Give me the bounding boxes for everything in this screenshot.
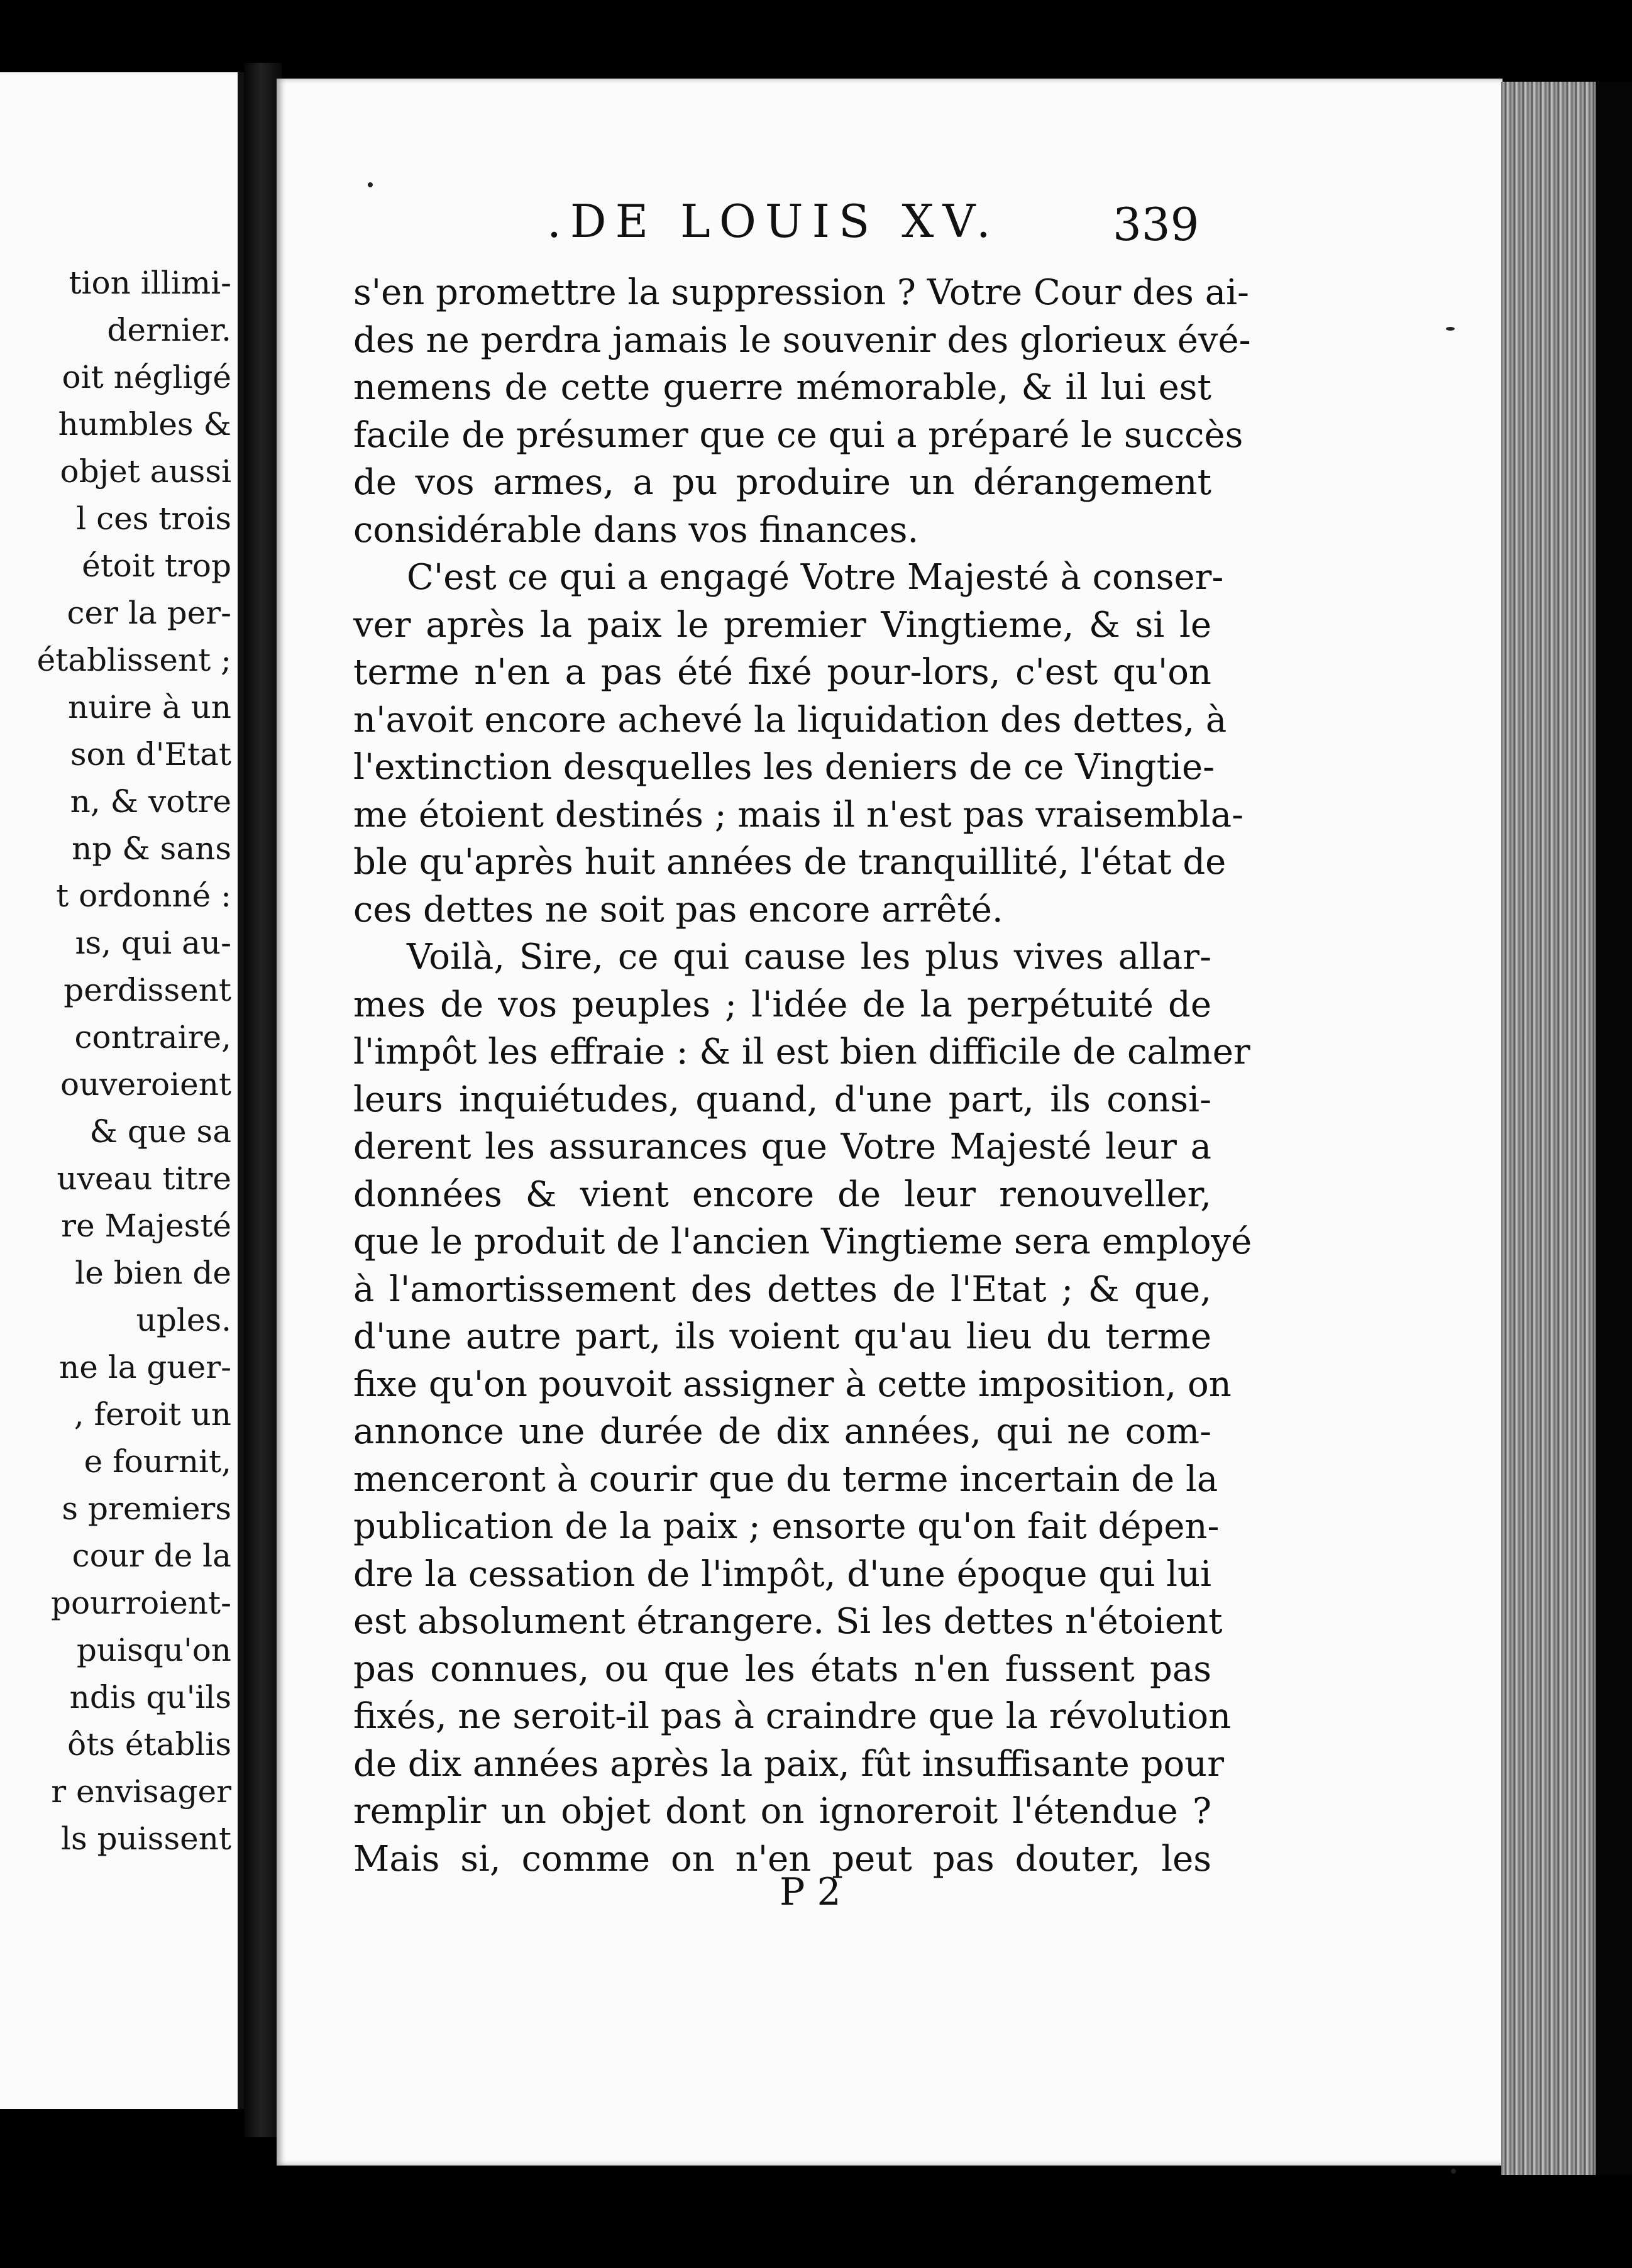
left-page-text-line: uples.: [136, 1302, 231, 1338]
left-page-text-line: , feroit un: [74, 1396, 231, 1433]
ink-speck: [1451, 2169, 1456, 2174]
text-line: l'extinction desquelles les deniers de ce Vingtie-: [353, 747, 1215, 788]
text-line: données & vient encore de leur renouveller,: [353, 1174, 1211, 1215]
left-page-text-line: s premiers: [62, 1490, 231, 1527]
running-head: .DE LOUIS XV.: [547, 195, 1000, 248]
left-page-text-line: r envisager: [51, 1773, 231, 1810]
left-page-text-line: son d'Etat: [70, 736, 231, 773]
text-line: menceront à courir que du terme incertain de la: [353, 1458, 1218, 1500]
text-line: remplir un objet dont on ignoreroit l'étendue ?: [353, 1791, 1211, 1832]
left-page-text-line: le bien de: [75, 1255, 231, 1291]
text-line: derent les assurances que Votre Majesté leur a: [353, 1126, 1211, 1167]
left-page-text-line: cour de la: [72, 1538, 231, 1574]
left-page-text-line: re Majesté: [61, 1208, 231, 1244]
ink-speck: [1446, 327, 1455, 331]
left-page-text-line: établissent ;: [36, 642, 231, 678]
text-line: considérable dans vos finances.: [353, 509, 919, 551]
left-page-text-line: l ces trois: [76, 500, 231, 537]
text-line: d'une autre part, ils voient qu'au lieu du terme: [353, 1316, 1211, 1357]
text-line: s'en promettre la suppression ? Votre Cour des ai-: [353, 272, 1249, 313]
text-line: de dix années après la paix, fût insuffisante pour: [353, 1743, 1224, 1785]
text-line: C'est ce qui a engagé Votre Majesté à conser-: [407, 557, 1224, 598]
left-page-text-line: ıs, qui au-: [75, 925, 231, 961]
left-page-text-line: perdissent: [63, 972, 231, 1008]
text-line: ble qu'après huit années de tranquillité, l'état de: [353, 842, 1227, 883]
text-line: à l'amortissement des dettes de l'Etat ; & que,: [353, 1269, 1211, 1310]
left-page-text-line: uveau titre: [57, 1160, 231, 1197]
text-line: est absolument étrangere. Si les dettes n'étoient: [353, 1601, 1223, 1642]
left-page-text-line: ôts établis: [67, 1726, 231, 1763]
left-page-text-line: cer la per-: [67, 595, 231, 631]
left-page-text-line: étoit trop: [82, 548, 231, 584]
left-page-text-line: ndis qu'ils: [69, 1679, 231, 1715]
page-number: 339: [1113, 198, 1199, 251]
left-page-text-line: n, & votre: [70, 783, 231, 820]
left-page-text-line: & que sa: [89, 1113, 231, 1150]
text-line: des ne perdra jamais le souvenir des glorieux évé-: [353, 319, 1251, 361]
left-page-text-line: contraire,: [74, 1019, 231, 1055]
text-line: n'avoit encore achevé la liquidation des dettes, à: [353, 699, 1227, 740]
left-page: [0, 72, 244, 2109]
text-line: de vos armes, a pu produire un dérangement: [353, 462, 1211, 503]
text-line: facile de présumer que ce qui a préparé le succès: [353, 414, 1243, 456]
text-line: ver après la paix le premier Vingtieme, & si le: [353, 604, 1211, 646]
left-page-text-line: ls puissent: [61, 1820, 231, 1857]
text-line: Voilà, Sire, ce qui cause les plus vives allar-: [407, 937, 1211, 977]
text-line: fixe qu'on pouvoit assigner à cette imposition, on: [353, 1363, 1232, 1405]
left-page-text-line: oit négligé: [62, 359, 231, 395]
text-line: dre la cessation de l'impôt, d'une époque qui lui: [353, 1553, 1211, 1595]
page-edges: [1501, 82, 1596, 2175]
text-line: ces dettes ne soit pas encore arrêté.: [353, 889, 1003, 930]
text-line: Mais si, comme on n'en peut pas douter, les: [353, 1838, 1211, 1880]
left-page-text-line: puisqu'on: [76, 1632, 231, 1668]
left-page-text-line: tion illimi-: [69, 265, 231, 301]
edge-shadow: [1596, 82, 1632, 2175]
text-line: publication de la paix ; ensorte qu'on fait dépen-: [353, 1506, 1220, 1547]
left-page-text-line: pourroient-: [51, 1585, 231, 1621]
text-line: fixés, ne seroit-il pas à craindre que la révolution: [353, 1696, 1232, 1737]
left-page-text-line: humbles &: [58, 406, 231, 443]
signature-mark: P 2: [780, 1870, 841, 1914]
text-line: que le produit de l'ancien Vingtieme sera employé: [353, 1221, 1252, 1262]
text-line: me étoient destinés ; mais il n'est pas vraisembla-: [353, 794, 1244, 835]
left-page-text-line: t ordonné :: [56, 878, 231, 914]
text-line: annonce une durée de dix années, qui ne com-: [353, 1411, 1211, 1452]
left-page-text-line: e fournit,: [84, 1443, 231, 1480]
text-line: mes de vos peuples ; l'idée de la perpétuité de: [353, 984, 1211, 1025]
left-page-text-line: objet aussi: [60, 453, 231, 490]
text-line: l'impôt les effraie : & il est bien difficile de calmer: [353, 1032, 1250, 1072]
left-page-text-line: nuire à un: [68, 689, 231, 725]
text-line: nemens de cette guerre mémorable, & il lui est: [353, 367, 1211, 408]
text-line: leurs inquiétudes, quand, d'une part, ils consi-: [353, 1079, 1211, 1120]
body-text: [353, 269, 1252, 1883]
text-line: terme n'en a pas été fixé pour-lors, c'est qu'on: [353, 652, 1211, 693]
book-gutter: [244, 63, 282, 2137]
left-page-text-line: ouveroient: [60, 1066, 231, 1103]
ink-speck: [368, 182, 373, 187]
text-line: pas connues, ou que les états n'en fussent pas: [353, 1648, 1211, 1690]
left-page-text-line: dernier.: [107, 312, 231, 348]
left-page-text-line: np & sans: [72, 830, 231, 867]
left-page-text-line: ne la guer-: [59, 1349, 231, 1385]
